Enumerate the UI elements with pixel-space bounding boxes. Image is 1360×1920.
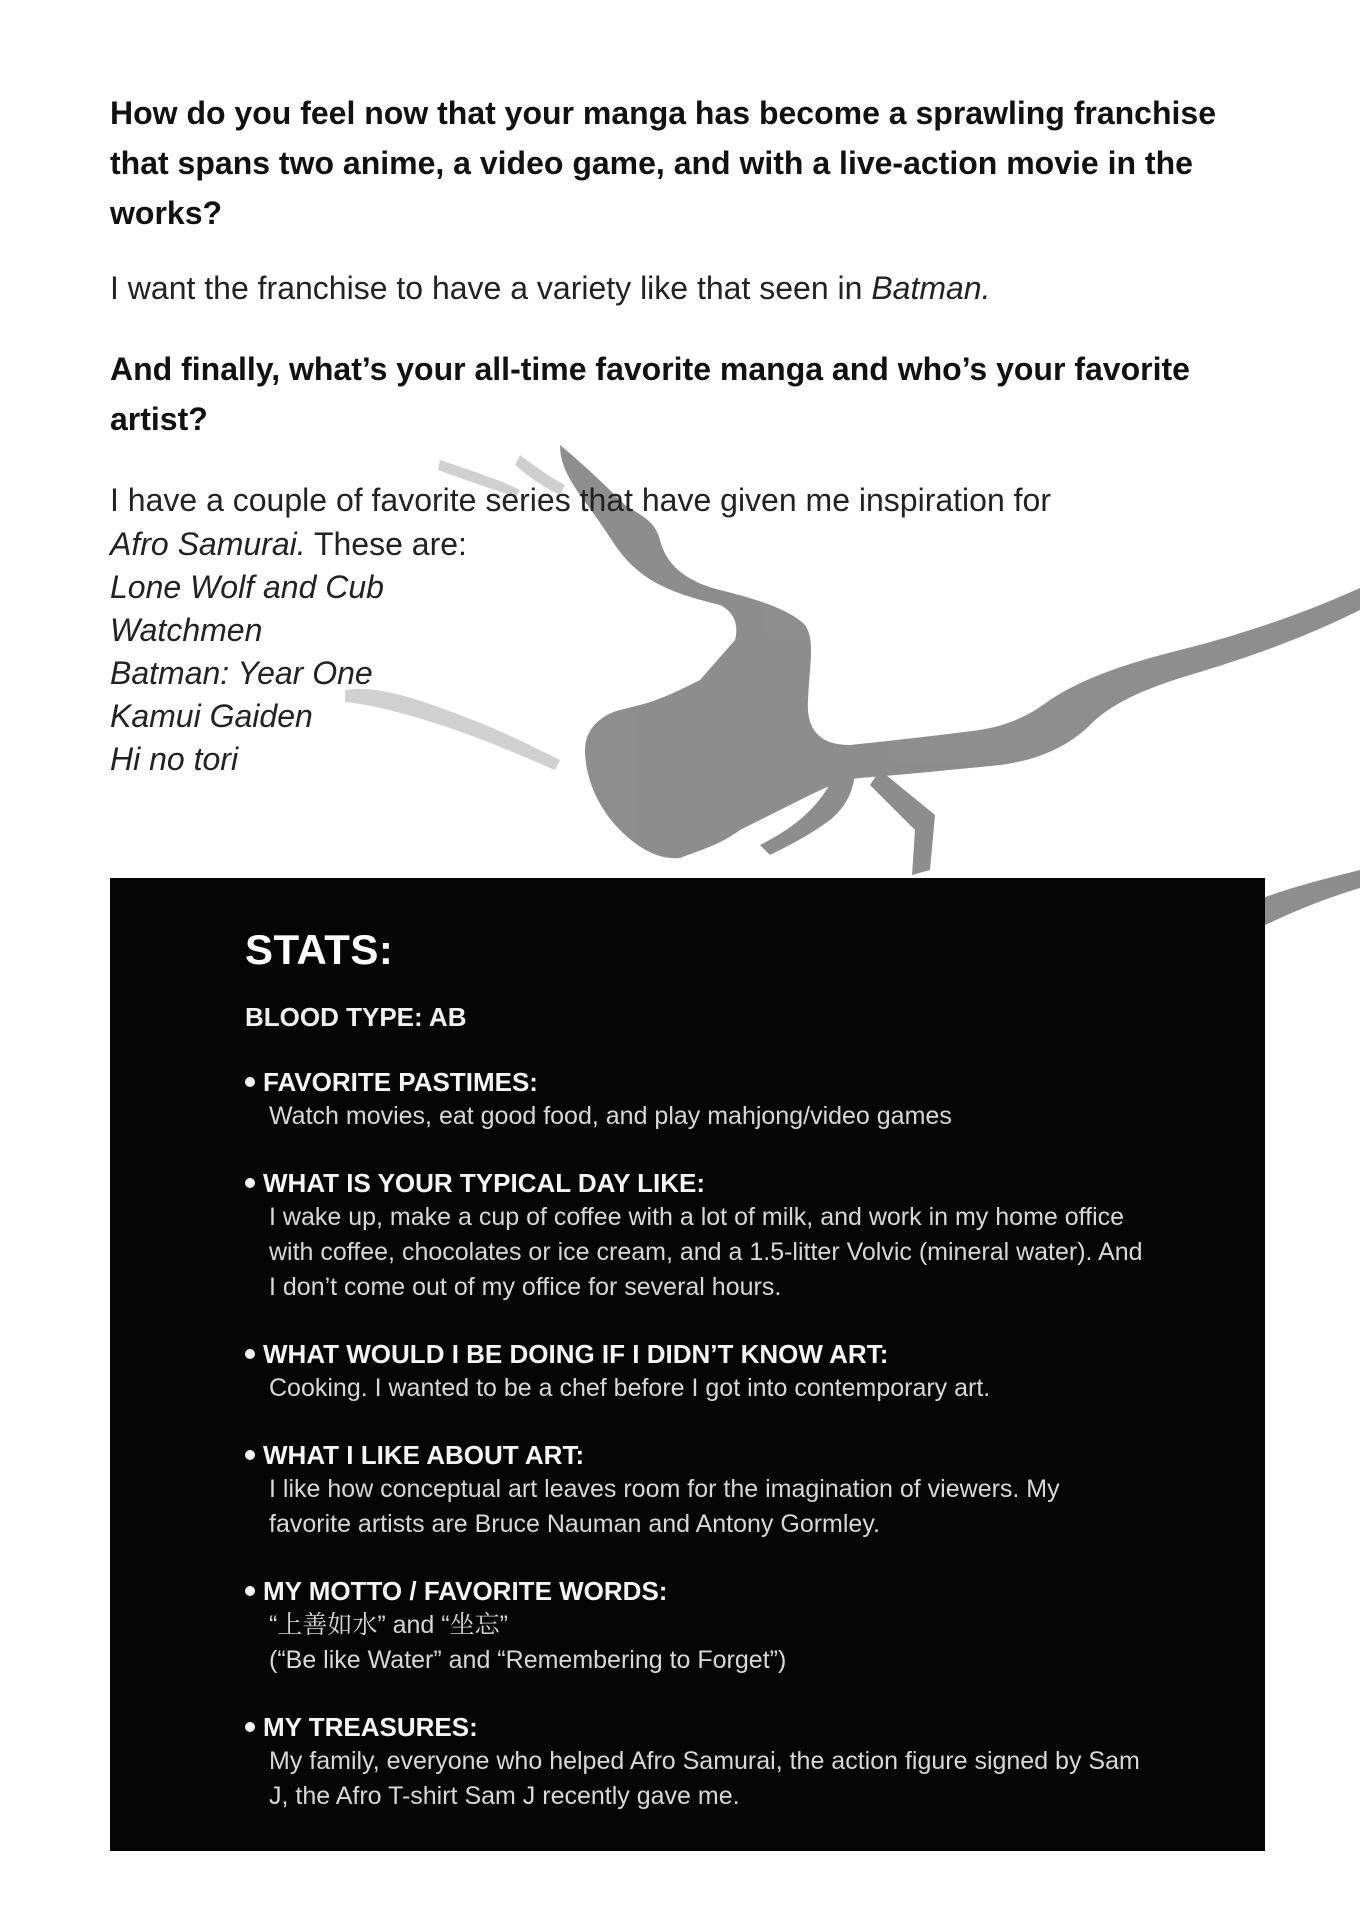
stats-item-body: Watch movies, eat good food, and play mahjong/video games	[269, 1102, 952, 1130]
list-item: Lone Wolf and Cub	[110, 569, 384, 605]
list-item: Watchmen	[110, 612, 263, 648]
answer-favorite-manga-line2-text: These are:	[305, 526, 467, 562]
stats-item-body: I like how conceptual art leaves room for the imagination of viewers. My favorite artists are Bruce Nauman and Antony Gormley.	[269, 1475, 1060, 1538]
question-franchise: How do you feel now that your manga has become a sprawling franchise that spans two anime, a video game, and with a live-action movie in the works?	[110, 95, 1216, 231]
bullet-icon	[245, 1450, 255, 1460]
bullet-icon	[245, 1349, 255, 1359]
stats-item-treasures	[245, 1710, 1145, 1814]
stats-item-motto	[245, 1574, 1145, 1678]
stats-content	[245, 926, 1145, 1814]
favorites-list	[110, 566, 1260, 781]
stats-item-typical-day	[245, 1166, 1145, 1305]
answer-franchise	[110, 266, 1260, 310]
stats-item-heading: MY TREASURES:	[263, 1712, 478, 1742]
bullet-icon	[245, 1586, 255, 1596]
list-item: Kamui Gaiden	[110, 698, 313, 734]
question-favorite-manga: And finally, what’s your all-time favorite manga and who’s your favorite artist?	[110, 351, 1190, 437]
answer-franchise-italic: Batman.	[871, 270, 991, 306]
stats-item-pastimes	[245, 1065, 1145, 1134]
stats-item-body: Cooking. I wanted to be a chef before I got into contemporary art.	[269, 1374, 991, 1402]
interview-section	[110, 88, 1260, 781]
answer-favorite-manga-line1: I have a couple of favorite series that have given me inspiration for	[110, 482, 1051, 518]
stats-item-body: “上善如水” and “坐忘”	[269, 1611, 508, 1639]
stats-item-body: I wake up, make a cup of coffee with a lot of milk, and work in my home office with coffee, chocolates or ice cream, and a 1.5-litter Volvic (mineral water). And I don’t come out of my office for several hours.	[269, 1203, 1143, 1301]
bullet-icon	[245, 1722, 255, 1732]
blood-type: BLOOD TYPE: AB	[245, 1002, 467, 1032]
bullet-icon	[245, 1178, 255, 1188]
stats-item-heading: MY MOTTO / FAVORITE WORDS:	[263, 1576, 668, 1606]
stats-item-about-art	[245, 1438, 1145, 1542]
stats-item-if-not-art	[245, 1337, 1145, 1406]
list-item: Hi no tori	[110, 741, 239, 777]
stats-title: STATS:	[245, 926, 394, 973]
answer-favorite-manga-line2	[110, 522, 1260, 566]
stats-item-body: My family, everyone who helped Afro Samurai, the action figure signed by Sam J, the Afro T-shirt Sam J recently gave me.	[269, 1747, 1140, 1810]
bullet-icon	[245, 1077, 255, 1087]
list-item: Batman: Year One	[110, 655, 373, 691]
answer-franchise-text: I want the franchise to have a variety like that seen in	[110, 270, 872, 306]
answer-favorite-manga-italic: Afro Samurai.	[110, 526, 306, 562]
stats-item-body-translation: (“Be like Water” and “Remembering to Forget”)	[269, 1646, 787, 1674]
stats-item-heading: WHAT WOULD I BE DOING IF I DIDN’T KNOW ART:	[263, 1339, 889, 1369]
stats-item-heading: FAVORITE PASTIMES:	[263, 1067, 538, 1097]
stats-box	[110, 878, 1265, 1851]
stats-item-heading: WHAT IS YOUR TYPICAL DAY LIKE:	[263, 1168, 706, 1198]
stats-item-heading: WHAT I LIKE ABOUT ART:	[263, 1440, 585, 1470]
